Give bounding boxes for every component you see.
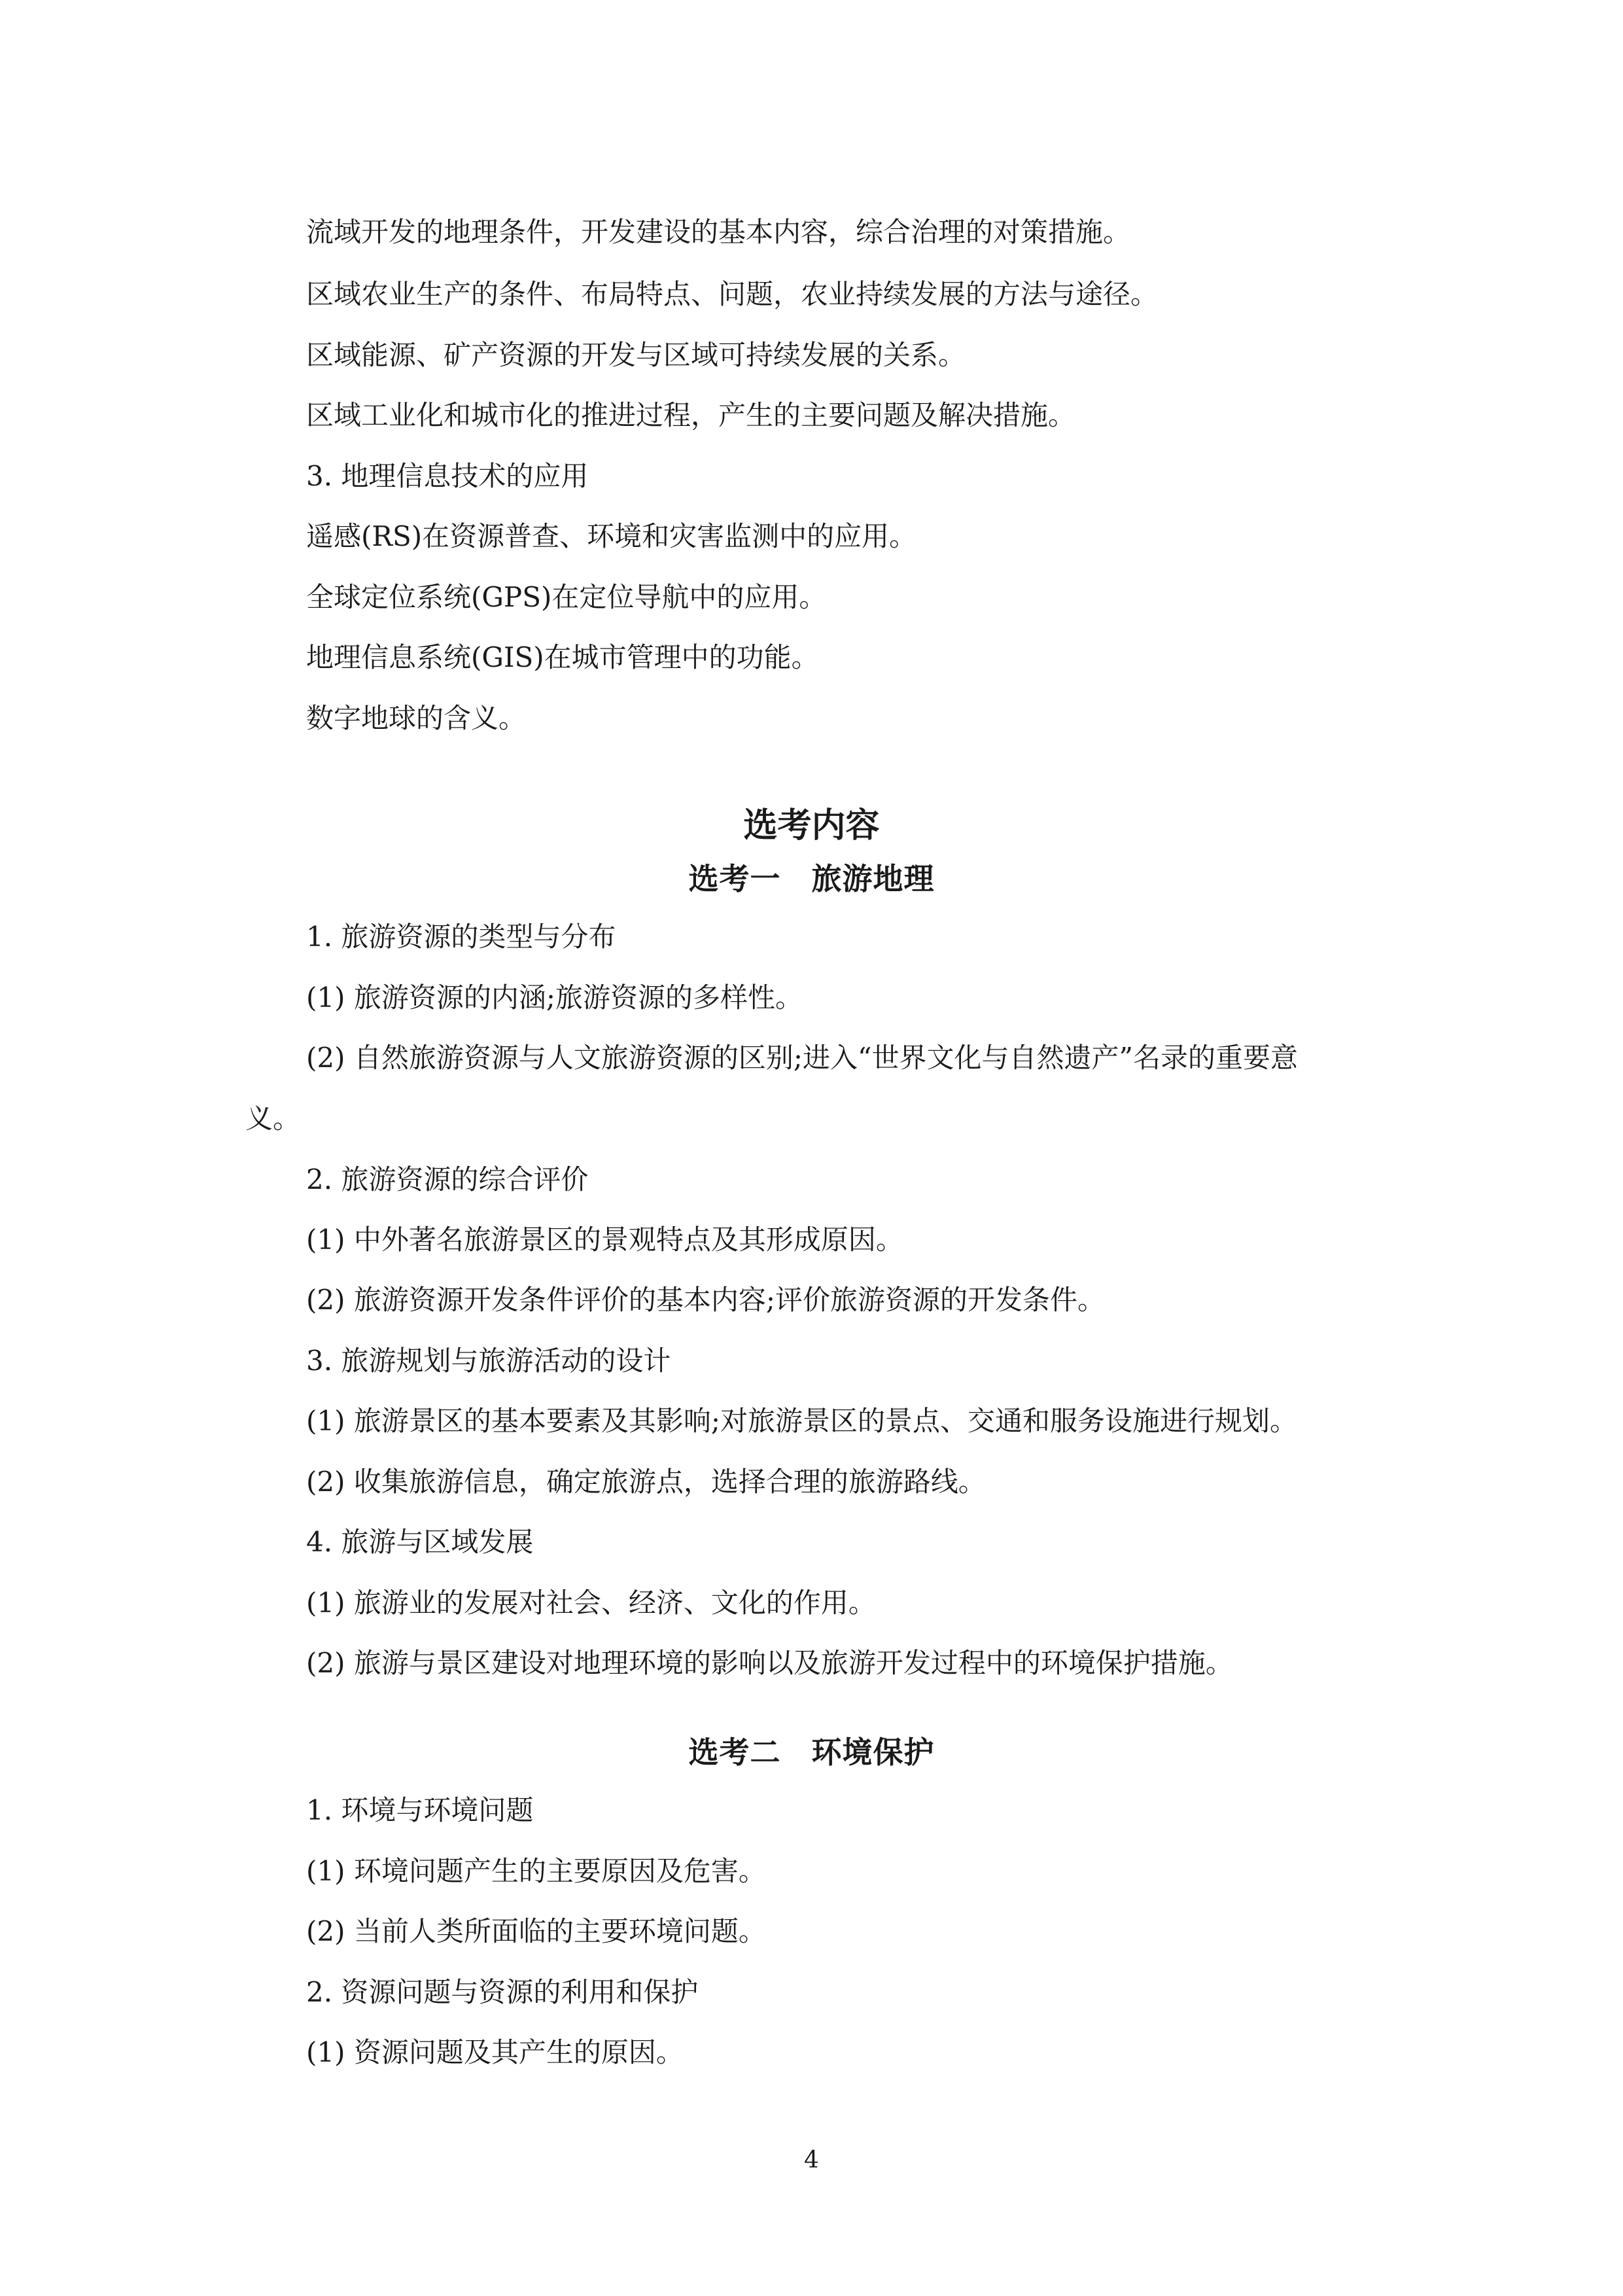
numbered-heading: 4. 旅游与区域发展	[306, 1526, 534, 1558]
numbered-heading: 3. 旅游规划与旅游活动的设计	[306, 1345, 671, 1377]
numbered-heading: 2. 旅游资源的综合评价	[306, 1163, 589, 1195]
body-line: (1) 旅游景区的基本要素及其影响;对旅游景区的景点、交通和服务设施进行规划。	[306, 1405, 1297, 1437]
body-line: 数字地球的含义。	[306, 702, 527, 734]
numbered-heading: 3. 地理信息技术的应用	[306, 460, 589, 492]
body-line: (2) 收集旅游信息，确定旅游点，选择合理的旅游路线。	[306, 1466, 986, 1498]
body-line: (2) 自然旅游资源与人文旅游资源的区别;进入“世界文化与自然遗产”名录的重要意	[306, 1042, 1298, 1074]
body-line: 全球定位系统(GPS)在定位导航中的应用。	[306, 581, 827, 613]
numbered-heading: 1. 旅游资源的类型与分布	[306, 921, 616, 953]
body-line: (2) 当前人类所面临的主要环境问题。	[306, 1915, 766, 1947]
body-line: (2) 旅游资源开发条件评价的基本内容;评价旅游资源的开发条件。	[306, 1284, 1105, 1316]
body-line: 区域农业生产的条件、布局特点、问题，农业持续发展的方法与途径。	[306, 278, 1159, 310]
elective2-title: 选考二 环境保护	[688, 1735, 935, 1770]
section-title: 选考内容	[743, 806, 880, 845]
body-line: (1) 旅游业的发展对社会、经济、文化的作用。	[306, 1587, 876, 1619]
body-line: (1) 旅游资源的内涵;旅游资源的多样性。	[306, 981, 803, 1014]
page-number: 4	[804, 2147, 819, 2174]
body-line: (1) 资源问题及其产生的原因。	[306, 2036, 684, 2068]
body-line: 遥感(RS)在资源普查、环境和灾害监测中的应用。	[306, 520, 917, 552]
elective1-title: 选考一 旅游地理	[688, 861, 935, 896]
numbered-heading: 2. 资源问题与资源的利用和保护	[306, 1976, 699, 2008]
body-line: (1) 环境问题产生的主要原因及危害。	[306, 1855, 766, 1887]
body-line-continuation: 义。	[245, 1103, 301, 1135]
body-line: 区域工业化和城市化的推进过程，产生的主要问题及解决措施。	[306, 399, 1076, 431]
numbered-heading: 1. 环境与环境问题	[306, 1794, 534, 1826]
body-line: (2) 旅游与景区建设对地理环境的影响以及旅游开发过程中的环境保护措施。	[306, 1647, 1233, 1679]
body-line: (1) 中外著名旅游景区的景观特点及其形成原因。	[306, 1224, 903, 1256]
body-line: 区域能源、矿产资源的开发与区域可持续发展的关系。	[306, 339, 966, 371]
body-line: 地理信息系统(GIS)在城市管理中的功能。	[306, 641, 819, 673]
body-line: 流域开发的地理条件，开发建设的基本内容，综合治理的对策措施。	[306, 216, 1131, 248]
